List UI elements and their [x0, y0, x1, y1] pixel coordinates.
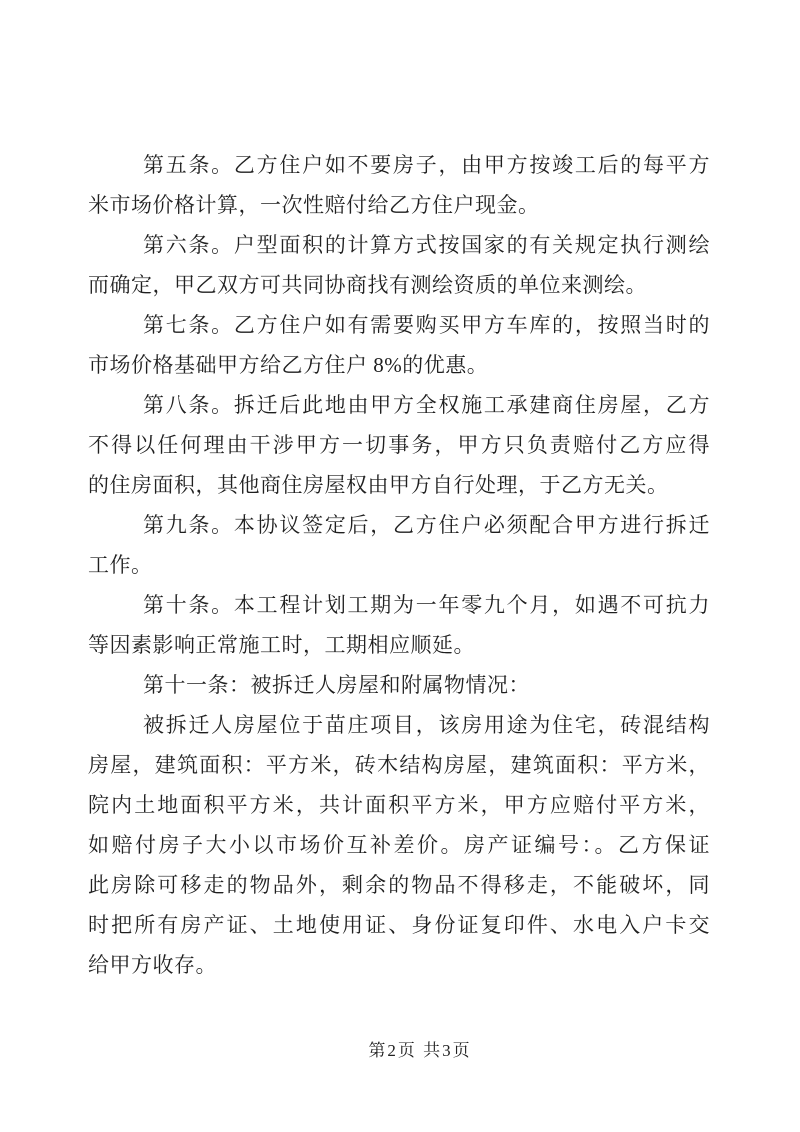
text-line: 房屋，建筑面积：平方米，砖木结构房屋，建筑面积：平方米， [88, 753, 710, 777]
text-line: 此房除可移走的物品外，剩余的物品不得移走，不能破坏，同 [88, 873, 710, 897]
text-line: 第五条。乙方住户如不要房子，由甲方按竣工后的每平方 [143, 153, 710, 177]
text-line: 而确定，甲乙双方可共同协商找有测绘资质的单位来测绘。 [88, 273, 647, 297]
paragraph [88, 585, 710, 665]
text-line: 工作。 [88, 553, 153, 577]
page-footer [0, 1036, 800, 1066]
text-line: 第八条。拆迁后此地由甲方全权施工承建商住房屋，乙方 [143, 393, 710, 417]
text-line: 给甲方收存。 [88, 953, 217, 977]
text-line: 市场价格基础甲方给乙方住户 8%的优惠。 [88, 353, 489, 377]
text-line: 如赔付房子大小以市场价互补差价。房产证编号：。乙方保证 [88, 833, 710, 857]
text-line: 等因素影响正常施工时，工期相应顺延。 [88, 633, 475, 657]
text-line: 院内土地面积平方米，共计面积平方米，甲方应赔付平方米， [88, 793, 710, 817]
paragraph [88, 145, 710, 225]
text-line: 第十条。本工程计划工期为一年零九个月，如遇不可抗力 [143, 593, 710, 617]
paragraph [88, 505, 710, 585]
text-line: 不得以任何理由干涉甲方一切事务，甲方只负责赔付乙方应得 [88, 433, 710, 457]
paragraph [88, 385, 710, 505]
paragraph [88, 225, 710, 305]
text-line: 米市场价格计算，一次性赔付给乙方住户现金。 [88, 193, 540, 217]
text-line: 被拆迁人房屋位于苗庄项目，该房用途为住宅，砖混结构 [143, 713, 710, 737]
document-body [88, 145, 710, 985]
paragraph [88, 665, 710, 705]
text-line: 时把所有房产证、土地使用证、身份证复印件、水电入户卡交 [88, 913, 710, 937]
paragraph [88, 705, 710, 985]
text-line: 第九条。本协议签定后，乙方住户必须配合甲方进行拆迁 [143, 513, 710, 537]
page-number-label: 第2页 共3页 [368, 1041, 472, 1060]
text-line: 第十一条：被拆迁人房屋和附属物情况： [143, 673, 530, 697]
text-line: 第六条。户型面积的计算方式按国家的有关规定执行测绘 [143, 233, 710, 257]
paragraph [88, 305, 710, 385]
text-line: 第七条。乙方住户如有需要购买甲方车库的，按照当时的 [143, 313, 710, 337]
text-line: 的住房面积，其他商住房屋权由甲方自行处理，于乙方无关。 [88, 473, 669, 497]
